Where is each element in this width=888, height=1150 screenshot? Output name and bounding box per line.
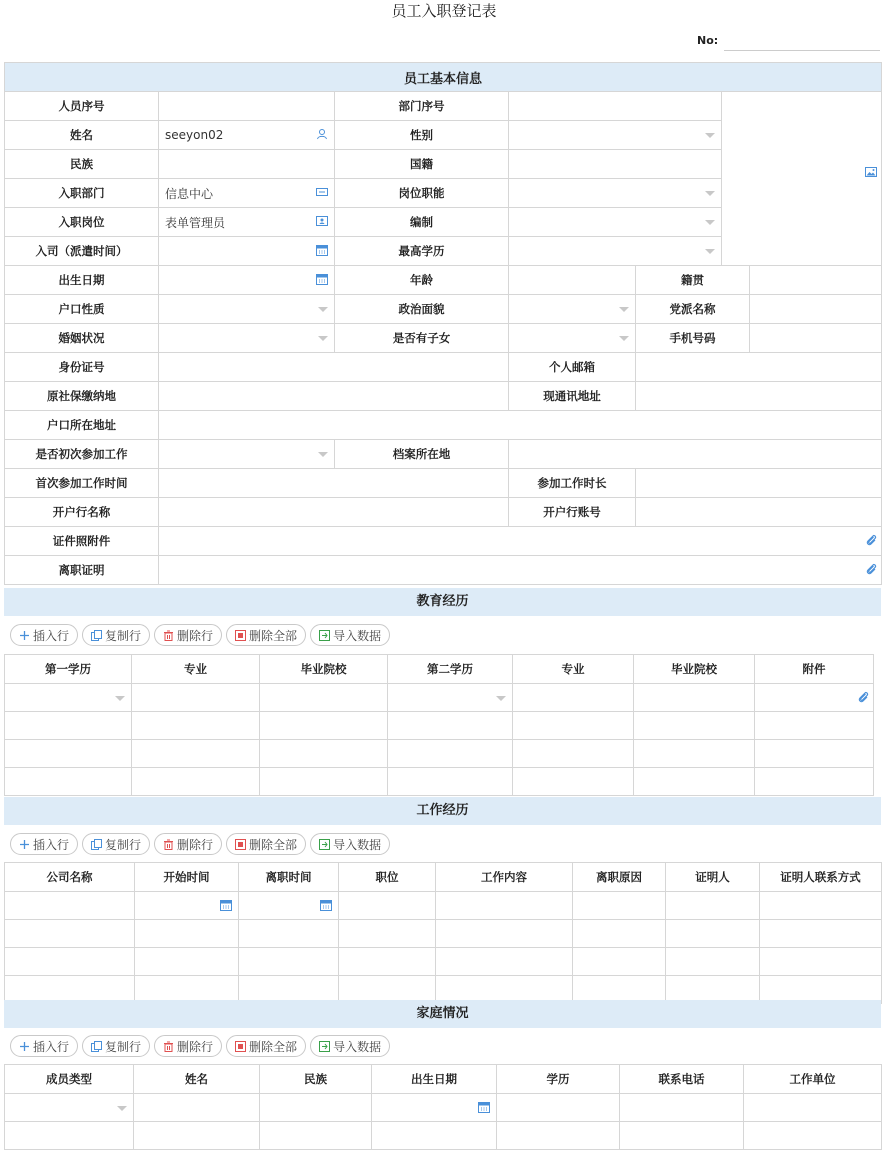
entry-dept-field[interactable] [159, 179, 335, 208]
education-label: 最高学历 [335, 237, 509, 266]
col-header: 证明人 [666, 863, 760, 892]
col-header: 姓名 [134, 1065, 260, 1094]
insert-row-label: 插入行 [33, 628, 70, 643]
work-years-field[interactable] [636, 469, 882, 498]
import-icon [319, 630, 330, 641]
no-field[interactable] [724, 50, 880, 51]
chevron-down-icon [318, 336, 328, 341]
end-date-cell[interactable] [239, 892, 339, 920]
table-cell[interactable] [388, 712, 513, 740]
native-place-field[interactable] [750, 266, 882, 295]
work-years-label: 参加工作时长 [509, 469, 636, 498]
archive-field[interactable] [509, 440, 882, 469]
social-insurance-field[interactable] [159, 382, 509, 411]
table-cell[interactable] [388, 768, 513, 796]
table-row [5, 768, 874, 796]
copy-row-label: 复制行 [105, 628, 142, 643]
copy-icon [91, 839, 102, 850]
age-label: 年龄 [335, 266, 509, 295]
work-table [4, 862, 882, 1004]
import-data-button[interactable] [310, 833, 390, 855]
children-label: 是否有子女 [335, 324, 509, 353]
form-title: 员工入职登记表 [391, 2, 497, 20]
chevron-down-icon [705, 249, 715, 254]
hukou-type-label: 户口性质 [5, 295, 159, 324]
staff-no-label: 人员序号 [5, 92, 159, 121]
attachment-cell[interactable] [755, 684, 874, 712]
table-cell[interactable] [135, 948, 239, 976]
trash-icon [163, 839, 174, 850]
table-cell[interactable] [760, 892, 882, 920]
birth-date-label: 出生日期 [5, 266, 159, 295]
col-header: 联系电话 [620, 1065, 744, 1094]
insert-row-button[interactable] [10, 833, 78, 855]
table-row [5, 948, 882, 976]
table-cell[interactable] [573, 892, 666, 920]
table-cell[interactable] [132, 768, 260, 796]
import-data-button[interactable] [310, 624, 390, 646]
chevron-down-icon [496, 696, 506, 701]
delete-row-button[interactable] [154, 833, 222, 855]
import-icon [319, 839, 330, 850]
col-header: 职位 [339, 863, 436, 892]
col-header: 专业 [513, 655, 634, 684]
plus-icon [19, 630, 30, 641]
mobile-label: 手机号码 [636, 324, 750, 353]
second-degree-select[interactable] [388, 684, 513, 712]
position-func-label: 岗位职能 [335, 179, 509, 208]
name-field[interactable] [159, 121, 335, 150]
email-label: 个人邮箱 [509, 353, 636, 382]
trash-icon [163, 630, 174, 641]
political-select[interactable] [509, 295, 636, 324]
basic-info-section-title: 员工基本信息 [5, 63, 882, 92]
table-cell[interactable] [132, 712, 260, 740]
table-cell[interactable] [260, 768, 388, 796]
family-toolbar [10, 1035, 390, 1057]
col-header: 第一学历 [5, 655, 132, 684]
archive-label: 档案所在地 [335, 440, 509, 469]
calendar-icon[interactable] [220, 899, 232, 911]
table-cell[interactable] [634, 684, 755, 712]
delete-row-button[interactable] [154, 1035, 222, 1057]
delete-all-label: 删除全部 [249, 837, 298, 852]
table-cell[interactable] [388, 740, 513, 768]
plus-icon [19, 839, 30, 850]
table-cell[interactable] [755, 712, 874, 740]
family-section-title: 家庭情况 [4, 1000, 881, 1028]
calendar-icon[interactable] [478, 1101, 490, 1113]
staff-no-field[interactable] [159, 92, 335, 121]
table-cell[interactable] [755, 740, 874, 768]
table-row [5, 684, 874, 712]
copy-row-label: 复制行 [105, 1039, 142, 1054]
table-cell[interactable] [339, 920, 436, 948]
copy-icon [91, 630, 102, 641]
table-cell[interactable] [339, 948, 436, 976]
person-select-icon[interactable] [316, 128, 328, 140]
first-work-time-field[interactable] [159, 469, 509, 498]
post-select-icon[interactable] [316, 215, 328, 227]
delete-all-button[interactable] [226, 833, 306, 855]
col-header: 毕业院校 [260, 655, 388, 684]
age-field[interactable] [509, 266, 636, 295]
entry-dept-label: 入职部门 [5, 179, 159, 208]
education-table [4, 654, 874, 796]
table-cell[interactable] [755, 768, 874, 796]
table-cell[interactable] [132, 740, 260, 768]
table-cell[interactable] [260, 712, 388, 740]
col-header: 开始时间 [135, 863, 239, 892]
image-icon[interactable] [865, 166, 877, 178]
col-header: 成员类型 [5, 1065, 134, 1094]
import-data-label: 导入数据 [333, 628, 382, 643]
table-cell[interactable] [260, 1094, 372, 1122]
calendar-icon[interactable] [316, 244, 328, 256]
ethnicity-field[interactable] [159, 150, 335, 179]
entry-date-label: 入司（派遣时间） [5, 237, 159, 266]
table-cell[interactable] [436, 948, 573, 976]
table-cell[interactable] [132, 684, 260, 712]
table-cell[interactable] [497, 1122, 620, 1150]
paperclip-icon[interactable] [857, 690, 869, 704]
party-name-field[interactable] [750, 295, 882, 324]
table-row [5, 920, 882, 948]
col-header: 附件 [755, 655, 874, 684]
first-work-time-label: 首次参加工作时间 [5, 469, 159, 498]
copy-row-button[interactable] [82, 1035, 150, 1057]
col-header: 工作内容 [436, 863, 573, 892]
table-cell[interactable] [573, 948, 666, 976]
table-cell[interactable] [260, 740, 388, 768]
table-cell[interactable] [634, 712, 755, 740]
insert-row-label: 插入行 [33, 1039, 70, 1054]
education-section-title: 教育经历 [4, 588, 881, 616]
dept-no-label: 部门序号 [335, 92, 509, 121]
first-job-label: 是否初次参加工作 [5, 440, 159, 469]
table-cell[interactable] [260, 684, 388, 712]
copy-row-button[interactable] [82, 624, 150, 646]
delete-all-button[interactable] [226, 624, 306, 646]
col-header: 工作单位 [744, 1065, 882, 1094]
social-insurance-label: 原社保缴纳地 [5, 382, 159, 411]
chevron-down-icon [318, 452, 328, 457]
table-row [5, 740, 874, 768]
nationality-field[interactable] [509, 150, 722, 179]
table-cell[interactable] [5, 920, 135, 948]
col-header: 离职原因 [573, 863, 666, 892]
children-select[interactable] [509, 324, 636, 353]
table-cell[interactable] [5, 740, 132, 768]
table-cell[interactable] [634, 768, 755, 796]
table-cell[interactable] [436, 892, 573, 920]
table-cell[interactable] [744, 1122, 882, 1150]
copy-icon [91, 1041, 102, 1052]
table-cell[interactable] [513, 712, 634, 740]
hukou-address-field[interactable] [159, 411, 882, 440]
birth-date-field[interactable] [159, 266, 335, 295]
delete-row-label: 删除行 [177, 1039, 214, 1054]
table-cell[interactable] [666, 920, 760, 948]
import-data-label: 导入数据 [333, 837, 382, 852]
marital-select[interactable] [159, 324, 335, 353]
first-degree-select[interactable] [5, 684, 132, 712]
establishment-select[interactable] [509, 208, 722, 237]
table-cell[interactable] [5, 768, 132, 796]
col-header: 毕业院校 [634, 655, 755, 684]
col-header: 证明人联系方式 [760, 863, 882, 892]
political-label: 政治面貌 [335, 295, 509, 324]
col-header: 出生日期 [372, 1065, 497, 1094]
id-photo-field[interactable] [159, 527, 882, 556]
col-header: 离职时间 [239, 863, 339, 892]
table-cell[interactable] [513, 768, 634, 796]
calendar-icon[interactable] [316, 273, 328, 285]
work-header-row [5, 863, 882, 892]
table-cell[interactable] [5, 892, 135, 920]
chevron-down-icon [619, 336, 629, 341]
start-date-cell[interactable] [135, 892, 239, 920]
ethnicity-label: 民族 [5, 150, 159, 179]
table-cell[interactable] [239, 920, 339, 948]
entry-post-field[interactable] [159, 208, 335, 237]
col-header: 第二学历 [388, 655, 513, 684]
dept-no-field[interactable] [509, 92, 722, 121]
family-table [4, 1064, 882, 1150]
table-cell[interactable] [436, 920, 573, 948]
work-toolbar [10, 833, 390, 855]
delete-all-icon [235, 1041, 246, 1052]
table-cell[interactable] [760, 948, 882, 976]
delete-row-label: 删除行 [177, 837, 214, 852]
import-data-label: 导入数据 [333, 1039, 382, 1054]
chevron-down-icon [619, 307, 629, 312]
hukou-address-label: 户口所在地址 [5, 411, 159, 440]
table-cell[interactable] [744, 1094, 882, 1122]
bank-account-field[interactable] [636, 498, 882, 527]
resignation-field[interactable] [159, 556, 882, 585]
delete-all-button[interactable] [226, 1035, 306, 1057]
insert-row-label: 插入行 [33, 837, 70, 852]
table-cell[interactable] [260, 1122, 372, 1150]
education-toolbar [10, 624, 390, 646]
col-header: 专业 [132, 655, 260, 684]
delete-all-icon [235, 839, 246, 850]
insert-row-button[interactable] [10, 624, 78, 646]
chevron-down-icon [705, 220, 715, 225]
table-cell[interactable] [5, 1122, 134, 1150]
entry-post-value: 表单管理员 [165, 215, 226, 230]
id-photo-label: 证件照附件 [5, 527, 159, 556]
gender-select[interactable] [509, 121, 722, 150]
no-label: No: [697, 34, 719, 47]
table-cell[interactable] [573, 920, 666, 948]
delete-all-label: 删除全部 [249, 628, 298, 643]
delete-row-button[interactable] [154, 624, 222, 646]
member-type-select[interactable] [5, 1094, 134, 1122]
table-cell[interactable] [372, 1122, 497, 1150]
work-section-title: 工作经历 [4, 797, 881, 825]
entry-dept-value: 信息中心 [165, 186, 214, 201]
trash-icon [163, 1041, 174, 1052]
table-cell[interactable] [620, 1094, 744, 1122]
paperclip-icon[interactable] [865, 562, 877, 576]
nationality-label: 国籍 [335, 150, 509, 179]
col-header: 民族 [260, 1065, 372, 1094]
table-cell[interactable] [134, 1094, 260, 1122]
email-field[interactable] [636, 353, 882, 382]
table-cell[interactable] [634, 740, 755, 768]
col-header: 公司名称 [5, 863, 135, 892]
plus-icon [19, 1041, 30, 1052]
table-cell[interactable] [339, 892, 436, 920]
resignation-label: 离职证明 [5, 556, 159, 585]
table-row [5, 1122, 882, 1150]
id-no-field[interactable] [159, 353, 509, 382]
chevron-down-icon [318, 307, 328, 312]
copy-row-label: 复制行 [105, 837, 142, 852]
table-cell[interactable] [666, 948, 760, 976]
table-row [5, 892, 882, 920]
calendar-icon[interactable] [320, 899, 332, 911]
hukou-type-select[interactable] [159, 295, 335, 324]
education-header-row [5, 655, 874, 684]
bank-name-label: 开户行名称 [5, 498, 159, 527]
table-cell[interactable] [497, 1094, 620, 1122]
delete-all-label: 删除全部 [249, 1039, 298, 1054]
table-row [5, 1094, 882, 1122]
address-label: 现通讯地址 [509, 382, 636, 411]
chevron-down-icon [117, 1106, 127, 1111]
chevron-down-icon [705, 133, 715, 138]
mobile-field[interactable] [750, 324, 882, 353]
col-header: 学历 [497, 1065, 620, 1094]
delete-row-label: 删除行 [177, 628, 214, 643]
table-cell[interactable] [135, 920, 239, 948]
photo-field[interactable] [722, 92, 882, 266]
dept-select-icon[interactable] [316, 186, 328, 198]
table-cell[interactable] [513, 740, 634, 768]
education-select[interactable] [509, 237, 722, 266]
birth-date-cell[interactable] [372, 1094, 497, 1122]
gender-label: 性别 [335, 121, 509, 150]
bank-name-field[interactable] [159, 498, 509, 527]
native-place-label: 籍贯 [636, 266, 750, 295]
family-header-row [5, 1065, 882, 1094]
import-icon [319, 1041, 330, 1052]
chevron-down-icon [115, 696, 125, 701]
position-func-select[interactable] [509, 179, 722, 208]
id-no-label: 身份证号 [5, 353, 159, 382]
marital-label: 婚姻状况 [5, 324, 159, 353]
address-field[interactable] [636, 382, 882, 411]
table-cell[interactable] [760, 920, 882, 948]
table-cell[interactable] [134, 1122, 260, 1150]
copy-row-button[interactable] [82, 833, 150, 855]
table-cell[interactable] [513, 684, 634, 712]
first-job-select[interactable] [159, 440, 335, 469]
table-cell[interactable] [620, 1122, 744, 1150]
name-label: 姓名 [5, 121, 159, 150]
table-cell[interactable] [666, 892, 760, 920]
entry-post-label: 入职岗位 [5, 208, 159, 237]
chevron-down-icon [705, 191, 715, 196]
insert-row-button[interactable] [10, 1035, 78, 1057]
import-data-button[interactable] [310, 1035, 390, 1057]
party-name-label: 党派名称 [636, 295, 750, 324]
entry-date-field[interactable] [159, 237, 335, 266]
table-row [5, 712, 874, 740]
bank-account-label: 开户行账号 [509, 498, 636, 527]
table-cell[interactable] [5, 712, 132, 740]
table-cell[interactable] [5, 948, 135, 976]
delete-all-icon [235, 630, 246, 641]
basic-info-table [4, 62, 882, 585]
table-cell[interactable] [239, 948, 339, 976]
establishment-label: 编制 [335, 208, 509, 237]
name-value: seeyon02 [165, 128, 224, 142]
paperclip-icon[interactable] [865, 533, 877, 547]
